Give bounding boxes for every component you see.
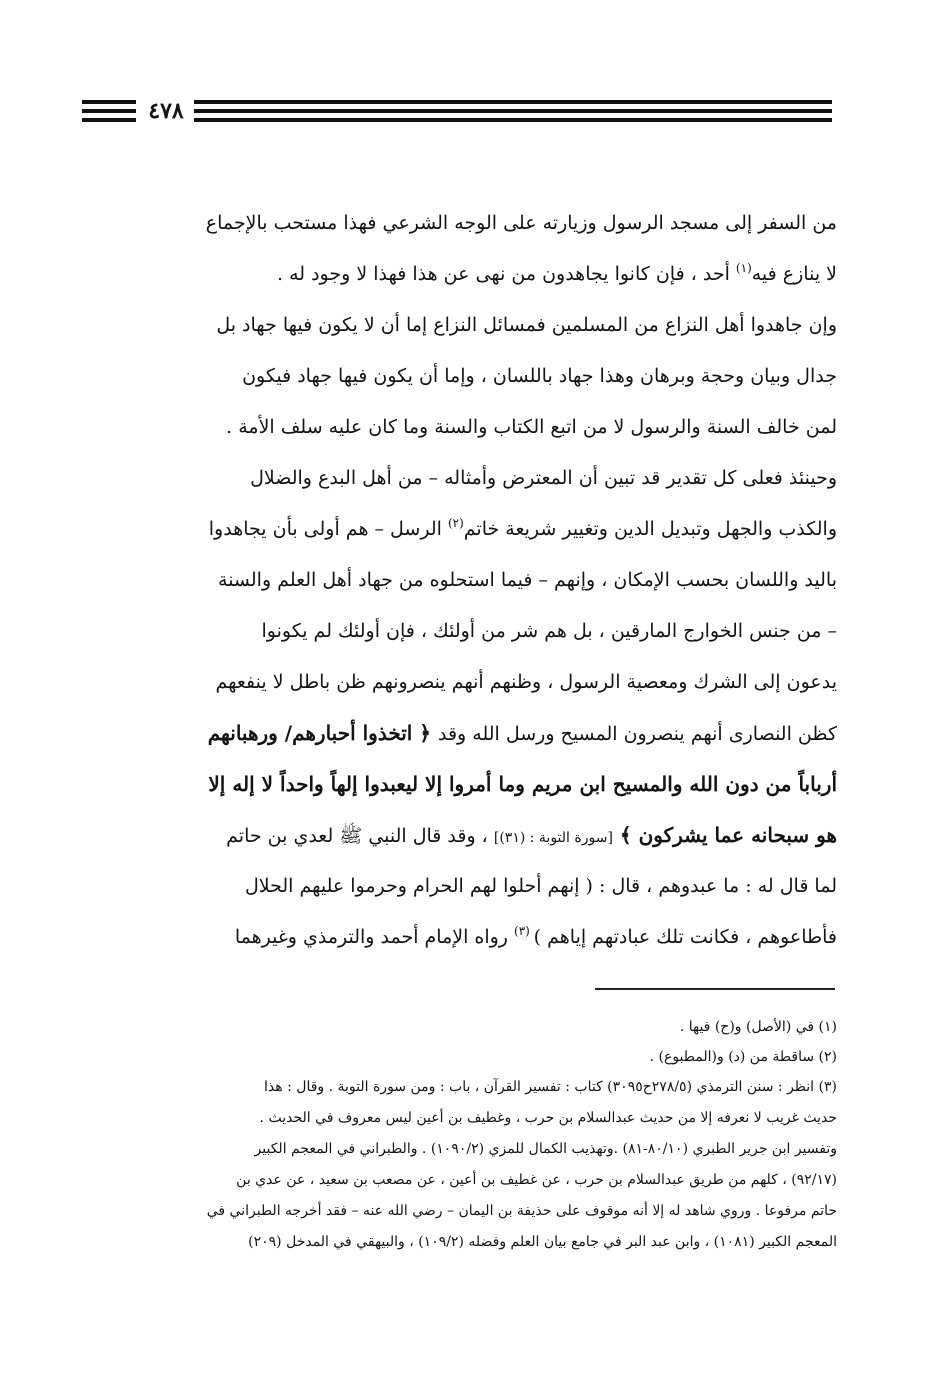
header-rule-left (82, 100, 136, 122)
footnote-separator (595, 988, 835, 990)
text-line: يدعون إلى الشرك ومعصية الرسول ، وظنهم أنهم ينصرونهم ظن باطل لا ينفعهم (215, 671, 837, 693)
text-line: وإن جاهدوا أهل النزاع من المسلمين فمسائل النزاع إما أن لا يكون فيها جهاد بل (216, 314, 837, 336)
text-line: باليد واللسان بحسب الإمكان ، وإنهم – فيما استحلوه من جهاد أهل العلم والسنة (218, 569, 837, 591)
text-line: وحينئذ فعلى كل تقدير قد تبين أن المعترض وأمثاله – من أهل البدع والضلال (250, 467, 837, 489)
text-line (95, 759, 837, 810)
text-line: – من جنس الخوارج المارقين ، بل هم شر من أولئك ، فإن أولئك لم يكونوا (261, 620, 837, 642)
quran-quote: هو سبحانه عما يشركون ﴾ (612, 823, 837, 847)
text-line: من السفر إلى مسجد الرسول وزيارته على الوجه الشرعي فهذا مستحب بالإجماع (205, 212, 837, 234)
quran-quote: ﴿ اتخذوا أحبارهم/ ورهبانهم (207, 721, 438, 745)
footnote-1: (١) في (الأصل) و(ح) فيها . (679, 1019, 837, 1035)
text-line: فأطاعوهم ، فكانت تلك عبادتهم إياهم ) $^{(٣)}$ رواه الإمام أحمد والترمذي وغيرهما (234, 924, 837, 948)
footnote-ref: (٢) (447, 516, 464, 530)
footnote-line: حاتم مرفوعا . وروي شاهد له إلا أنه موقوف على حذيفة بن اليمان – رضي الله عنه – فقد أخرجه الطبراني في (206, 1203, 837, 1219)
footnote-ref: (٣) (514, 924, 534, 938)
footnotes (95, 1012, 837, 1258)
page-number: ٤٧٨ (148, 98, 184, 124)
footnote-line: (٣) انظر : سنن الترمذي (٢٧٨/٥ح٣٠٩٥) كتاب : تفسير القرآن ، باب : ومن سورة التوبة . وقال : هذا (264, 1079, 837, 1095)
text-line: لا ينازع فيه$^{(١)}$ أحد ، فإن كانوا يجاهدون من نهى عن هذا فهذا لا وجود له . (276, 261, 837, 285)
surah-citation: [سورة التوبة : (٣١)] (493, 830, 613, 846)
page-header (82, 97, 832, 125)
main-text (95, 198, 837, 963)
text-line: لما قال له : ما عبدوهم ، قال : ( إنهم أحلوا لهم الحرام وحرموا عليهم الحلال (244, 875, 837, 897)
text-line: لمن خالف السنة والرسول لا من اتبع الكتاب والسنة وما كان عليه سلف الأمة . (226, 416, 837, 438)
footnote-2: (٢) ساقطة من (د) و(المطبوع) . (649, 1049, 837, 1065)
quran-quote: أرباباً من دون الله والمسيح ابن مريم وما أمروا إلا ليعبدوا إلهاً واحداً لا إله إلا (208, 772, 837, 796)
footnote-line: وتفسير ابن جرير الطبري (٨٠/١٠-٨١) .وتهذيب الكمال للمزي (١٠٩٠/٢) . والطبراني في المعجم الكبير (254, 1141, 837, 1157)
footnote-line: حديث غريب لا نعرفه إلا من حديث عبدالسلام بن حرب ، وغطيف بن أعين ليس معروف في الحديث . (259, 1110, 837, 1126)
footnote-ref: (١) (735, 261, 752, 275)
header-rule-right (194, 100, 832, 122)
text-line: جدال وبيان وحجة وبرهان وهذا جهاد باللسان ، وإما أن يكون فيها جهاد فيكون (242, 365, 837, 387)
footnote-3 (95, 1072, 837, 1258)
text-line: والكذب والجهل وتبديل الدين وتغيير شريعة خاتم$^{(٢)}$ الرسل – هم أولى بأن يجاهدوا (208, 516, 837, 540)
text-line: هو سبحانه عما يشركون ﴾ [سورة التوبة : (٣١)] ، وقد قال النبي ﷺ لعدي بن حاتم (226, 823, 837, 847)
text-line: كظن النصارى أنهم ينصرون المسيح ورسل الله وقد ﴿ اتخذوا أحبارهم/ ورهبانهم (207, 721, 837, 745)
footnote-line: (٩٢/١٧) ، كلهم من طريق عبدالسلام بن حرب ، عن غطيف بن أعين ، عن مصعب بن سعيد ، عن عدي بن (236, 1172, 837, 1188)
footnote-line: المعجم الكبير (١٠٨١) ، وابن عبد البر في جامع بيان العلم وفضله (١٠٩/٢) ، والبيهقي في المدخل (٢٠٩) (248, 1234, 837, 1250)
